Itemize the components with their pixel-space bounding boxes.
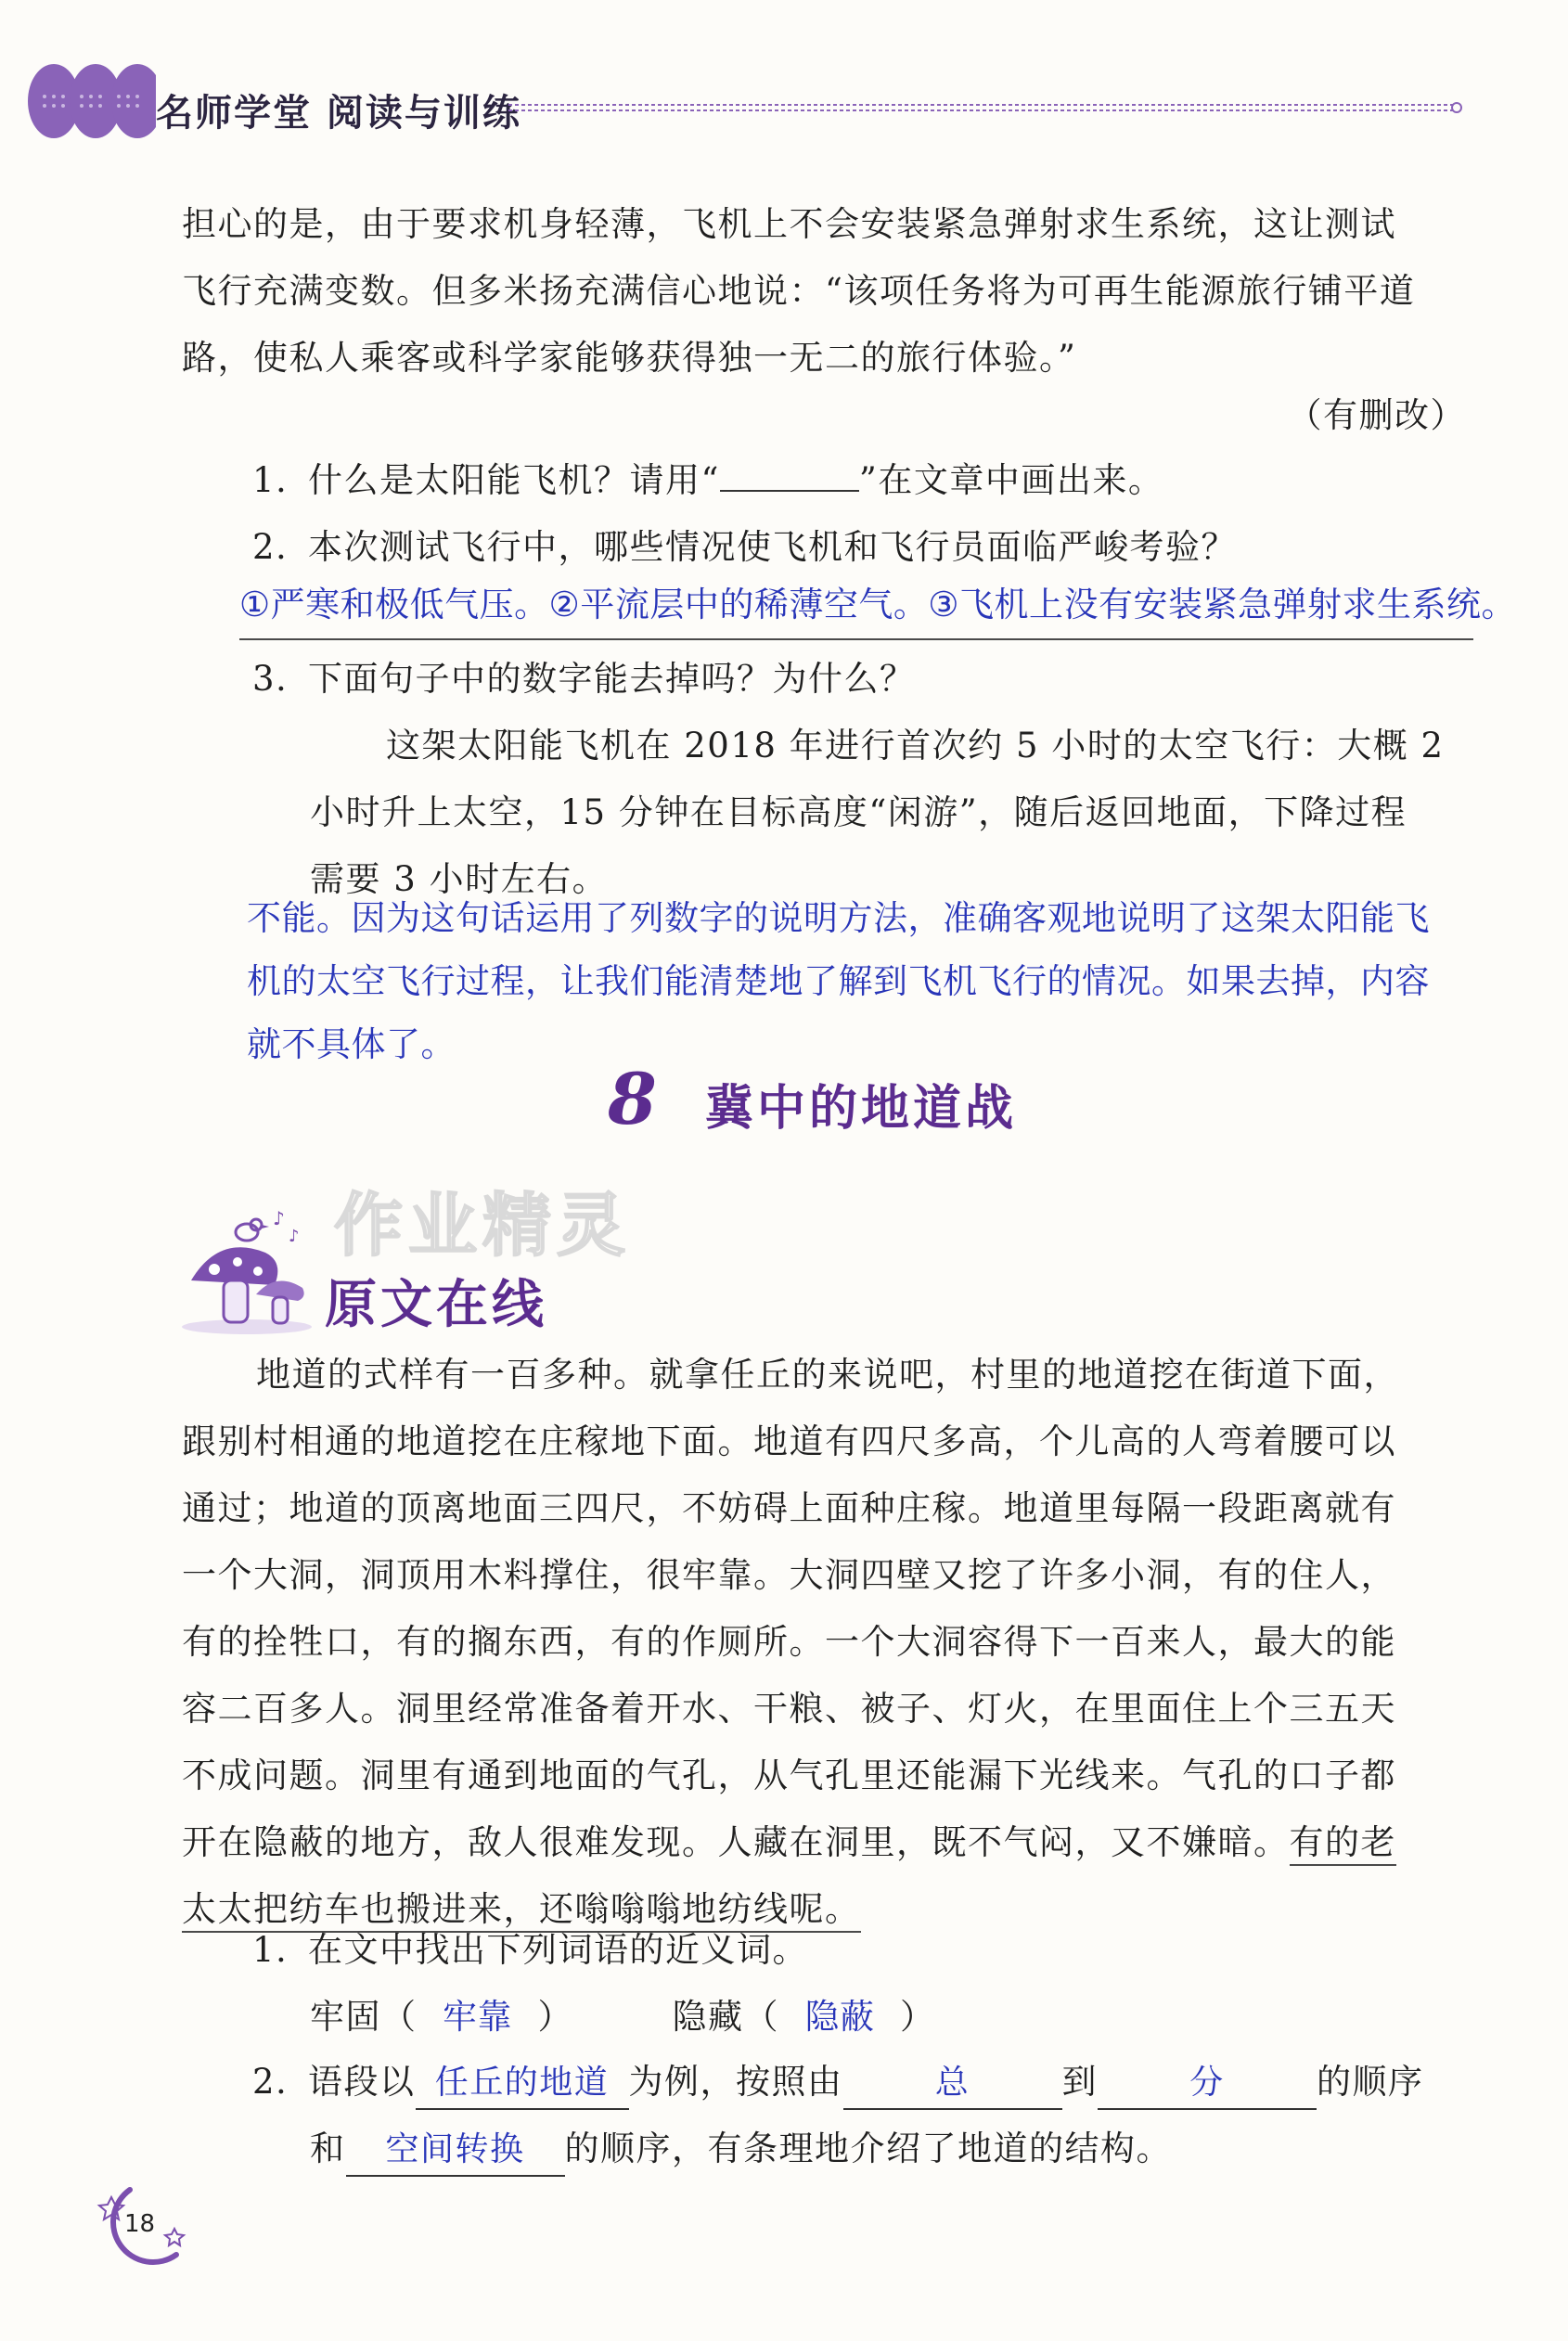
- question-3: [252, 646, 916, 713]
- question-text: 语段以: [308, 2062, 416, 2102]
- passage-line: 通过；地道的顶离地面三四尺，不妨碍上面种庄稼。地道里每隔一段距离就有: [182, 1488, 1396, 1528]
- question-text: 本次测试飞行中，哪些情况使飞机和飞行员面临严峻考验？: [308, 527, 1237, 567]
- synonym-word: 牢固（: [310, 1997, 418, 2037]
- question-2-2: [252, 2049, 1424, 2116]
- synonym-word: 隐藏（: [672, 1997, 780, 2037]
- mushroom-bird-icon: [173, 1197, 321, 1336]
- passage-line: 有的拴牲口，有的搁东西，有的作厕所。一个大洞容得下一百来人，最大的能: [182, 1622, 1396, 1662]
- watermark: 作业精灵: [334, 1186, 631, 1266]
- question-text: 下面句子中的数字能去掉吗？为什么？: [308, 659, 916, 699]
- header-decoration: [26, 59, 156, 143]
- question-number: 3.: [252, 659, 289, 699]
- quote-line: 需要 3 小时左右。: [310, 859, 609, 899]
- question-text: ”在文章中画出来。: [858, 460, 1164, 500]
- synonym-answer: 牢靠: [443, 1997, 512, 2037]
- question-text: 和: [310, 2129, 346, 2168]
- question-number: 2.: [252, 527, 289, 567]
- passage-line: 不成问题。洞里有通到地面的气孔，从气孔里还能漏下光线来。气孔的口子都: [182, 1756, 1396, 1795]
- answer-line: 机的太空飞行过程，让我们能清楚地了解到飞机飞行的情况。如果去掉，内容: [247, 961, 1430, 1001]
- answer-blank[interactable]: 分: [1098, 2058, 1317, 2110]
- chapter-title: 冀中的地道战: [705, 1081, 1018, 1137]
- passage-text: 开在隐蔽的地方，敌人很难发现。人藏在洞里，既不气闷，又不嫌暗。: [182, 1822, 1290, 1862]
- question-text: 为例，按照由: [628, 2062, 843, 2102]
- header-rule: [508, 100, 1464, 115]
- question-text: 到: [1061, 2062, 1098, 2102]
- passage-line: 担心的是，由于要求机身轻薄，飞机上不会安装紧急弹射求生系统，这让测试: [182, 204, 1396, 244]
- question-text: 的顺序: [1317, 2062, 1424, 2102]
- page-number: 18: [124, 2210, 156, 2238]
- synonym-answer: 隐蔽: [804, 1997, 875, 2037]
- synonym-pairs: [310, 1984, 936, 2051]
- question-number: 1.: [252, 1930, 289, 1970]
- quote-line: 小时升上太空，15 分钟在目标高度“闲游”，随后返回地面，下降过程: [310, 792, 1407, 832]
- svg-text:♪: ♪: [289, 1227, 300, 1246]
- passage-line: 跟别村相通的地道挖在庄稼地下面。地道有四尺多高，个儿高的人弯着腰可以: [182, 1421, 1396, 1461]
- answer-blank[interactable]: 总: [843, 2058, 1062, 2110]
- question-text: 在文中找出下列词语的近义词。: [308, 1930, 808, 1970]
- question-2-1: [252, 1917, 808, 1984]
- question-2-2-cont: [310, 2116, 1172, 2182]
- question-number: 2.: [252, 2062, 289, 2102]
- passage-line: 地道的式样有一百多种。就拿任丘的来说吧，村里的地道挖在街道下面，: [256, 1355, 1399, 1395]
- underlined-sentence: 太太把纺车也搬进来，还嗡嗡嗡地纺线呢。: [182, 1889, 861, 1933]
- question-2: [252, 514, 1237, 581]
- svg-text:♪: ♪: [273, 1207, 285, 1229]
- passage-line: 容二百多人。洞里经常准备着开水、干粮、被子、灯火，在里面住上个三五天: [182, 1689, 1396, 1729]
- question-text: 的顺序，有条理地介绍了地道的结构。: [564, 2129, 1172, 2168]
- answer-blank[interactable]: 空间转换: [346, 2125, 565, 2177]
- answer-line: 就不具体了。: [247, 1024, 456, 1064]
- header-title: 名师学堂 阅读与训练: [156, 92, 521, 135]
- answer-blank[interactable]: 任丘的地道: [416, 2058, 629, 2110]
- chapter-number: 8: [608, 1058, 657, 1140]
- passage-line: 一个大洞，洞顶用木料撑住，很牢靠。大洞四壁又挖了许多小洞，有的住人，: [182, 1555, 1396, 1595]
- source-note: （有删改）: [1287, 395, 1466, 435]
- answer-line: 不能。因为这句话运用了列数字的说明方法，准确客观地说明了这架太阳能飞: [247, 898, 1430, 938]
- quoted-sentence: [310, 713, 1479, 913]
- quote-line: 这架太阳能飞机在 2018 年进行首次约 5 小时的太空飞行：大概 2: [386, 726, 1445, 765]
- section-title: 原文在线: [325, 1275, 547, 1335]
- passage-1: [182, 191, 1481, 392]
- answer-q3: [247, 887, 1527, 1076]
- answer-blank[interactable]: [720, 490, 859, 492]
- underlined-sentence: 有的老: [1290, 1822, 1397, 1866]
- question-number: 1.: [252, 460, 289, 500]
- synonym-close: ）: [900, 1997, 936, 2037]
- synonym-close: ）: [537, 1997, 573, 2037]
- question-text: 什么是太阳能飞机？请用“: [308, 460, 720, 500]
- answer-q2: ①严寒和极低气压。②平流层中的稀薄空气。③飞机上没有安装紧急弹射求生系统。: [239, 573, 1473, 640]
- passage-line: 飞行充满变数。但多米扬充满信心地说：“该项任务将为可再生能源旅行铺平道: [182, 271, 1416, 311]
- question-1: [252, 447, 1163, 514]
- passage-line: [182, 1809, 1481, 1876]
- passage-2: [182, 1342, 1481, 1943]
- passage-line: 路，使私人乘客或科学家能够获得独一无二的旅行体验。”: [182, 338, 1077, 378]
